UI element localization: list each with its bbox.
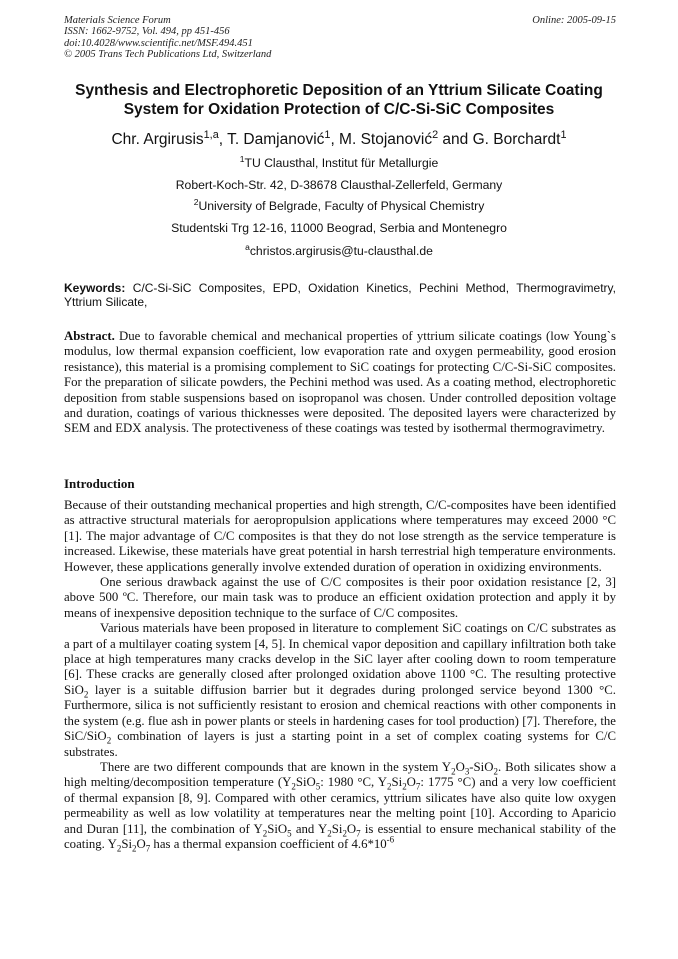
affiliation-2-address: Studentski Trg 12-16, 11000 Beograd, Serbia and Montenegro [171, 221, 507, 235]
subscript: 2 [106, 735, 112, 746]
text-run: : 1775 °C) and a very low coefficient of thermal expansion [8, 9]. Compared with other ceramics, yttrium silicates have also quite low oxygen permeability as well as low volatility at temperatures near the melting point [10]. According to Aparicio and Duran [11], the combination of Y [64, 775, 616, 836]
copyright-line: © 2005 Trans Tech Publications Ltd, Switzerland [64, 49, 272, 61]
affiliation-2 [40, 196, 638, 214]
affiliation-2-name: University of Belgrade, Faculty of Physical Chemistry [198, 199, 485, 213]
text-run: SiO [295, 775, 316, 790]
author-1-sup: 1,a [203, 128, 219, 141]
doi-line: doi:10.4028/www.scientific.net/MSF.494.451 [64, 37, 253, 49]
issn-line: ISSN: 1662-9752, Vol. 494, pp 451-456 [64, 26, 230, 38]
abstract-text: Due to favorable chemical and mechanical properties of yttrium silicate coatings (low Young`s modulus, low thermal expansion coefficient, low evaporation rate and oxygen permeability, good erosion resistance), this material is a promising complement to SiC coatings for protecting C/C-Si-SiC composites. For the preparation of silicate powders, the Pechini method was used. As a coating method, electrophoretic deposition from stable suspensions based on isopropanol was chosen. Under controlled deposition voltage and duration, coatings of various thicknesses were deposited. The deposited layers were characterized by SEM and EDX analysis. The protectiveness of these coatings was tested by isothermal thermogravimetry. [64, 329, 616, 436]
subscript: 7 [145, 843, 151, 854]
keywords [64, 281, 616, 309]
text-run: Si [331, 821, 343, 836]
author-4: and G. Borchardt [438, 131, 561, 148]
text-run: SiO [267, 821, 288, 836]
affiliation-1-address: Robert-Koch-Str. 42, D-38678 Clausthal-Zellerfeld, Germany [175, 178, 503, 192]
subscript: 2 [132, 843, 137, 854]
text-run: : 1980 °C, Y [320, 775, 388, 790]
subscript: 7 [356, 828, 361, 839]
author-2: , T. Damjanović [218, 131, 325, 148]
author-1: Chr. Argirusis [111, 131, 204, 148]
affiliation-1 [40, 153, 638, 171]
journal-header [64, 15, 616, 61]
text-run: There are two different compounds that are known in the system Y [100, 759, 452, 774]
author-list [40, 130, 638, 149]
title-line-2: System for Oxidation Protection of C/C-Si-SiC Composites [123, 101, 555, 118]
text-run: -SiO [469, 759, 494, 774]
subscript: 2 [327, 828, 332, 839]
subscript: 2 [387, 781, 392, 792]
section-heading-introduction: Introduction [64, 476, 135, 491]
intro-paragraph-1: Because of their outstanding mechanical properties and high strength, C/C-composites have been identified as attractive structural materials for aeropropulsion applications where temperatures may exceed 2000 °C [1]. The major advantage of C/C composites is that they do not lose strength as the service temperature is increased. Likewise, these materials have great potential in harsh terrestrial high temperature environments. However, these applications generally involve extended duration of operation in oxidizing environments. [64, 498, 616, 574]
author-2-sup: 1 [324, 128, 331, 141]
journal-name: Materials Science Forum [64, 15, 171, 26]
intro-paragraph-2: One serious drawback against the use of C/C composites is their poor oxidation resistance [2, 3] above 500 ºC. Therefore, our main task was to produce an efficient oxidation protection and apply it by means of inexpensive deposition technique to the surface of C/C composites. [64, 575, 616, 620]
author-email [40, 241, 638, 259]
text-run: and Y [291, 821, 328, 836]
paper-title [40, 81, 638, 119]
subscript: 2 [451, 766, 456, 777]
subscript: 3 [464, 766, 470, 777]
text-run: has a thermal expansion coefficient of 4.6*10 [150, 836, 387, 851]
subscript: 2 [291, 781, 296, 792]
subscript: 2 [402, 781, 407, 792]
subscript: 2 [493, 766, 498, 777]
subscript: 7 [415, 781, 421, 792]
text-run: combination of layers is just a starting point in a set of complex coating systems for C/C substrates. [64, 729, 616, 759]
text-run: Various materials have been proposed in literature to complement SiC coatings on C/C substrates as a part of a multilayer coating system [4, 5]. In chemical vapor deposition and capillary infiltration both take place at high temperatures many cracks develop in the SiC layer after cooling down to room temperature [6]. These cracks are generally closed after prolonged oxidation above 1100 °C. The resulting protective SiO [64, 621, 616, 697]
intro-paragraph-4 [64, 760, 616, 852]
affiliation-1-sup: 1 [239, 153, 245, 164]
email-text: christos.argirusis@tu-clausthal.de [249, 244, 433, 258]
title-line-1: Synthesis and Electrophoretic Deposition of an Yttrium Silicate Coating [75, 82, 603, 99]
abstract-label: Abstract. [64, 329, 115, 343]
text-run: O [455, 759, 465, 774]
keywords-text: C/C-Si-SiC Composites, EPD, Oxidation Kinetics, Pechini Method, Thermogravimetry, Yttrium Silicate, [64, 281, 616, 309]
subscript: 2 [83, 689, 89, 700]
affiliation-2-sup: 2 [193, 196, 199, 207]
introduction-body [64, 498, 616, 852]
author-4-sup: 1 [560, 128, 567, 141]
abstract [64, 329, 616, 437]
intro-paragraph-3 [64, 621, 616, 760]
email-sup: a [245, 241, 250, 252]
text-run: O [406, 775, 416, 790]
text-run: Si [121, 836, 133, 851]
subscript: 2 [116, 843, 122, 854]
text-run: . Both silicates show a high melting/decomposition temperature (Y [64, 759, 616, 790]
text-run: layer is a suitable diffusion barrier but it degrades during prolonged service beyond 1300 °C. Furthermore, silica is not sufficiently resistant to erosion and chemical reactions with other components in the system (e.g. flue ash in power plants or steels in hardening cases for tool production) [7]. Therefore, the SiC/SiO [64, 682, 616, 744]
keywords-label: Keywords: [64, 281, 126, 295]
online-date: Online: 2005-09-15 [532, 15, 616, 26]
text-run: Si [391, 775, 403, 790]
superscript: -6 [386, 834, 395, 845]
text-run: O [346, 821, 357, 836]
subscript: 2 [262, 828, 268, 839]
affiliation-1-name: TU Clausthal, Institut für Metallurgie [244, 156, 439, 170]
subscript: 5 [315, 781, 321, 792]
text-run: is essential to ensure mechanical stability of the coating. Y [64, 821, 616, 851]
subscript: 5 [287, 828, 292, 839]
author-3-sup: 2 [432, 128, 439, 141]
text-run: O [136, 836, 146, 851]
author-3: , M. Stojanović [330, 131, 433, 148]
subscript: 2 [342, 828, 347, 839]
